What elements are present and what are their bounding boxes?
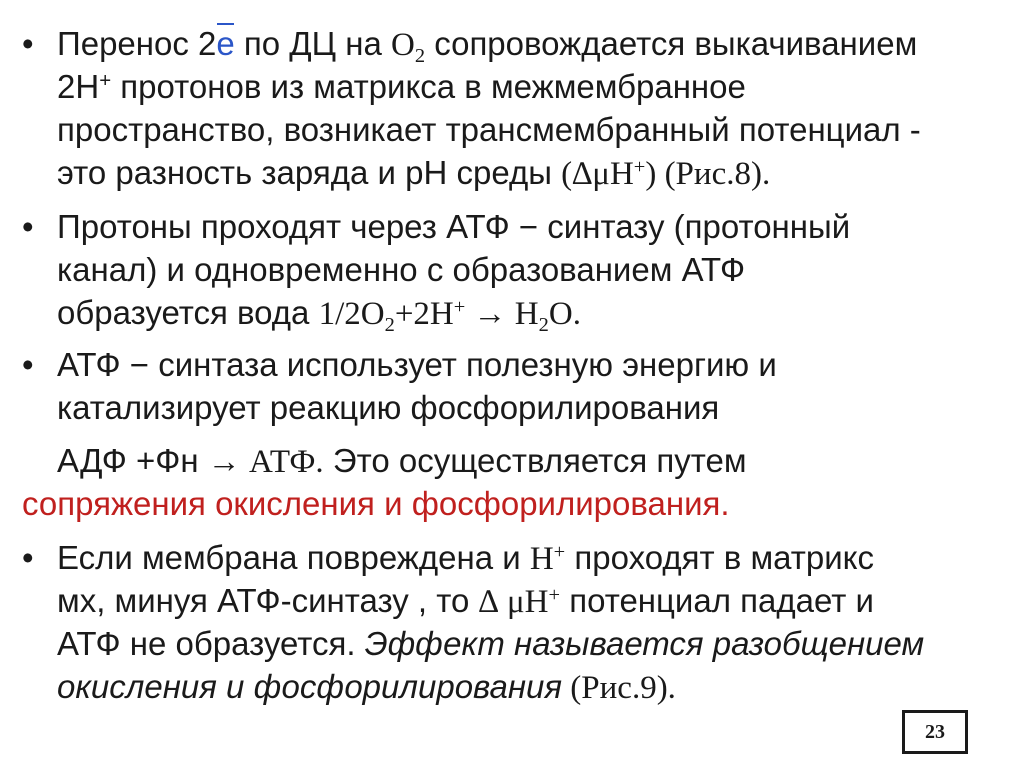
p4-l1-sup: + bbox=[553, 540, 566, 563]
p2-l3-a: образуется вода bbox=[57, 294, 319, 331]
p1-l4-c: ) (Рис.8). bbox=[645, 156, 771, 192]
p1-line1 bbox=[57, 24, 1024, 68]
p2-l3-sub2: 2 bbox=[538, 314, 549, 337]
p4-l1-b: Н bbox=[529, 541, 554, 577]
p1-line2 bbox=[57, 67, 1024, 107]
p4-l2-sup: + bbox=[548, 583, 561, 606]
page-number: 23 bbox=[925, 720, 945, 743]
p3-line2: катализирует реакцию фосфорилирования bbox=[57, 389, 720, 426]
p1-text-b: по ДЦ на bbox=[234, 25, 391, 62]
p1-l4-a: это разность заряда и рН среды bbox=[57, 154, 562, 191]
page-number-box bbox=[902, 710, 968, 754]
p4-line4 bbox=[57, 667, 1024, 708]
p1-text-c: сопровождается выкачиванием bbox=[425, 25, 918, 62]
p2-line1: Протоны проходят через АТФ − синтазу (протонный bbox=[57, 208, 851, 245]
p2-l3-sub: 2 bbox=[384, 314, 395, 337]
p4-l2-b: ∆ μН bbox=[478, 584, 549, 620]
p1-l2-sup: + bbox=[99, 68, 112, 92]
p2-l3-sup: + bbox=[453, 295, 466, 318]
p4-l1-a: Если мембрана повреждена и bbox=[57, 539, 530, 576]
p3-line3 bbox=[57, 441, 1024, 482]
p4-l3-italic: Эффект называется разобщением bbox=[364, 625, 925, 662]
oxygen-subscript: 2 bbox=[414, 45, 426, 68]
p4-l3-a: АТФ не образуется. bbox=[57, 625, 365, 662]
p1-l4-sup: + bbox=[633, 155, 646, 178]
p1-line3: пространство, возникает трансмембранный потенциал - bbox=[57, 111, 921, 148]
p4-line3 bbox=[57, 624, 1024, 664]
p4-line2 bbox=[57, 581, 1024, 622]
p2-l3-e: О. bbox=[548, 296, 581, 332]
p1-l2-b: протонов из матрикса в межмембранное bbox=[111, 68, 746, 105]
bullet-3: • bbox=[22, 346, 34, 383]
electron-symbol: е bbox=[216, 25, 235, 62]
p3-line1: АТФ − синтаза использует полезную энергию и bbox=[57, 346, 777, 383]
p1-l2-a: 2Н bbox=[57, 68, 100, 105]
p3-l3-a: АДФ +Фн bbox=[57, 442, 208, 479]
p4-line1 bbox=[57, 538, 1024, 579]
bullet-1: • bbox=[22, 25, 34, 62]
p2-line2: канал) и одновременно с образованием АТФ bbox=[57, 251, 746, 288]
p1-text-a: Перенос 2 bbox=[57, 25, 217, 62]
p4-l1-c: проходят в матрикс bbox=[565, 539, 874, 576]
p4-l4-italic: окисления и фосфорилирования bbox=[57, 668, 563, 705]
p3-l3-c: Это осуществляется путем bbox=[323, 442, 747, 479]
p4-l2-a: мх, минуя АТФ-синтазу , то bbox=[57, 582, 479, 619]
p1-l4-b: (∆μН bbox=[561, 156, 634, 192]
bullet-4: • bbox=[22, 539, 34, 576]
oxygen-symbol: О bbox=[390, 27, 415, 63]
p1-line4 bbox=[57, 153, 1024, 194]
p4-l2-c: потенциал падает и bbox=[560, 582, 874, 619]
p4-l4-b: (Рис.9). bbox=[562, 670, 676, 706]
p2-l3-c: +2Н bbox=[394, 296, 454, 332]
p2-l3-d: → Н bbox=[465, 296, 539, 332]
p2-l3-b: 1/2О bbox=[318, 296, 385, 332]
p3-l3-b: → АТФ. bbox=[207, 444, 324, 480]
p2-line3 bbox=[57, 293, 1024, 337]
p3-line4-highlight: сопряжения окисления и фосфорилирования. bbox=[22, 485, 730, 522]
bullet-2: • bbox=[22, 208, 34, 245]
